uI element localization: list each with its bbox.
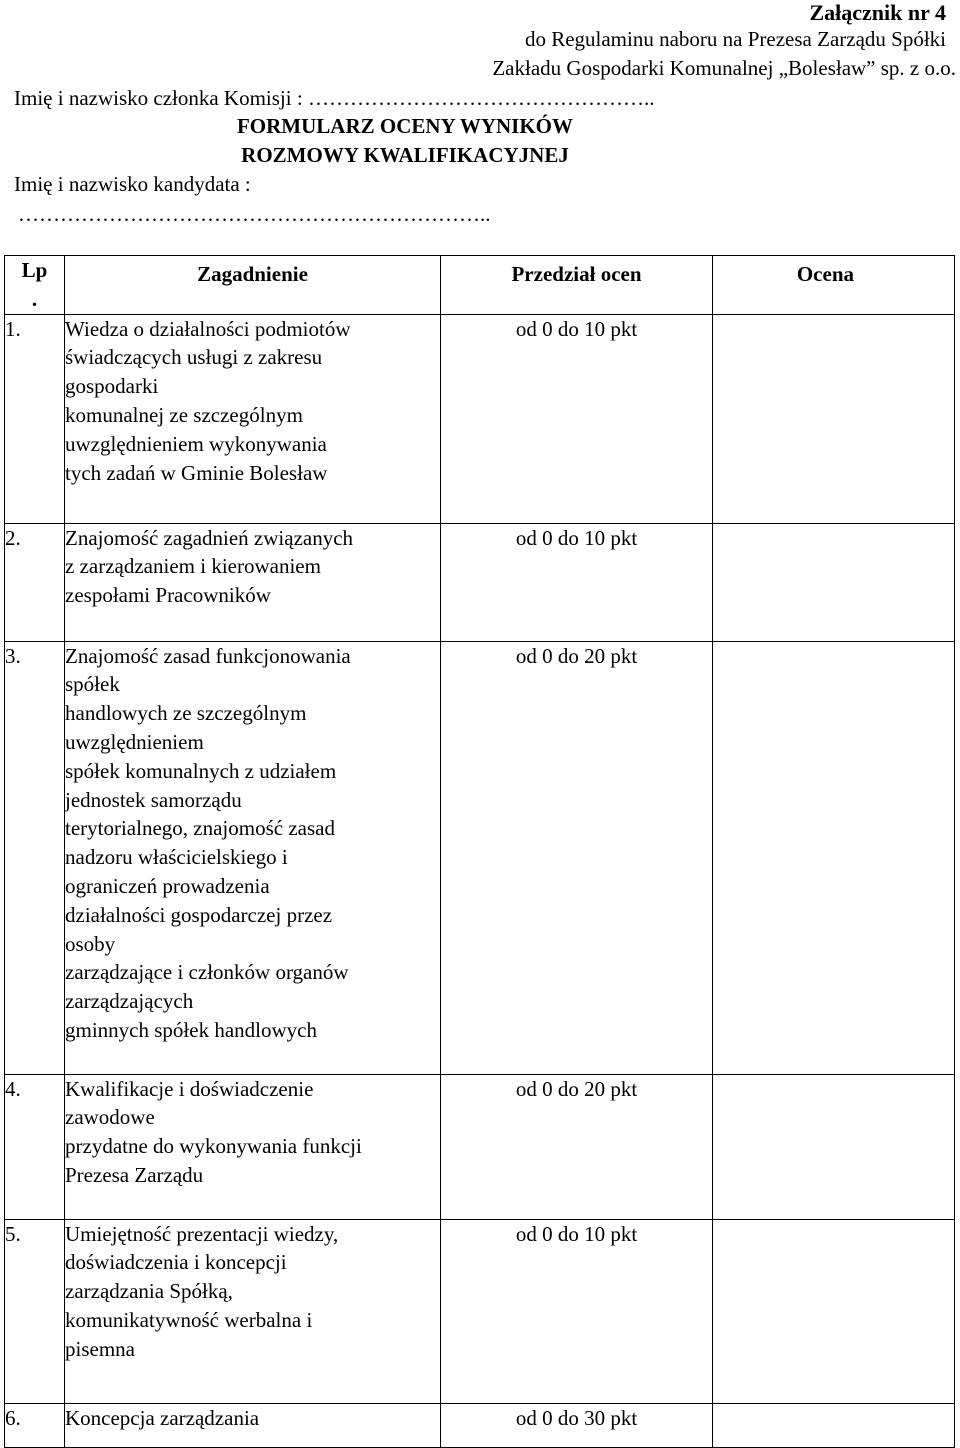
topic-line: spółek komunalnych z udziałem xyxy=(65,758,337,783)
topic-line: Wiedza o działalności podmiotów xyxy=(65,316,351,341)
topic-line: zarządzające i członków organów xyxy=(65,960,349,985)
header-topic: Zagadnienie xyxy=(65,256,441,315)
row-score-cell[interactable] xyxy=(713,1403,955,1447)
topic-line: pisemna xyxy=(65,1336,135,1361)
table-row xyxy=(5,641,955,1074)
topic-line: Znajomość zasad funkcjonowania xyxy=(65,643,351,668)
attachment-line-2: Zakładu Gospodarki Komunalnej „Bolesław” sp. z o.o. xyxy=(492,56,956,80)
table-header-row xyxy=(5,256,955,315)
topic-line: uwzględnieniem xyxy=(65,729,204,754)
table-row xyxy=(5,1403,955,1447)
topic-line: terytorialnego, znajomość zasad xyxy=(65,816,335,841)
row-number: 6. xyxy=(5,1403,65,1447)
topic-line: jednostek samorządu xyxy=(65,787,242,812)
attachment-title: Załącznik nr 4 xyxy=(809,0,946,25)
topic-line: działalności gospodarczej przez xyxy=(65,902,333,927)
committee-member-field: Imię i nazwisko członka Komisji : ………………………………………….. xyxy=(14,86,655,110)
row-topic xyxy=(65,523,441,641)
topic-line: zespołami Pracowników xyxy=(65,583,271,608)
topic-line: osoby xyxy=(65,931,116,956)
row-number: 4. xyxy=(5,1074,65,1219)
row-score-range: od 0 do 10 pkt xyxy=(441,1219,713,1403)
form-title-line-2: ROZMOWY KWALIFIKACYJNEJ xyxy=(241,143,569,167)
row-number: 5. xyxy=(5,1219,65,1403)
row-score-range: od 0 do 30 pkt xyxy=(441,1403,713,1447)
topic-line: uwzględnieniem wykonywania xyxy=(65,431,327,456)
row-number: 2. xyxy=(5,523,65,641)
topic-line: komunikatywność werbalna i xyxy=(65,1307,313,1332)
topic-line: przydatne do wykonywania funkcji xyxy=(65,1134,362,1159)
topic-line: spółek xyxy=(65,672,120,697)
topic-line: Umiejętność prezentacji wiedzy, xyxy=(65,1221,339,1246)
row-topic xyxy=(65,1403,441,1447)
topic-line: nadzoru właścicielskiego i xyxy=(65,845,288,870)
row-score-range: od 0 do 10 pkt xyxy=(441,523,713,641)
topic-line: z zarządzaniem i kierowaniem xyxy=(65,554,321,579)
row-score-cell[interactable] xyxy=(713,1219,955,1403)
header-range: Przedział ocen xyxy=(441,256,713,315)
row-topic xyxy=(65,641,441,1074)
header-lp-text: Lp xyxy=(21,258,48,282)
topic-line: gminnych spółek handlowych xyxy=(65,1017,317,1042)
topic-line: zarządzających xyxy=(65,989,194,1014)
topic-line: Koncepcja zarządzania xyxy=(65,1405,260,1430)
header-lp xyxy=(5,256,65,315)
form-title-line-1: FORMULARZ OCENY WYNIKÓW xyxy=(236,114,573,138)
row-topic xyxy=(65,1219,441,1403)
row-score-range: od 0 do 20 pkt xyxy=(441,641,713,1074)
topic-line: świadczących usługi z zakresu xyxy=(65,345,323,370)
row-score-range: od 0 do 10 pkt xyxy=(441,314,713,523)
candidate-name-dots: ………………………………………………………….. xyxy=(18,202,491,226)
row-score-range: od 0 do 20 pkt xyxy=(441,1074,713,1219)
row-number: 3. xyxy=(5,641,65,1074)
topic-line: tych zadań w Gminie Bolesław xyxy=(65,460,328,485)
table-row xyxy=(5,523,955,641)
topic-line: gospodarki xyxy=(65,374,159,399)
table-row xyxy=(5,1219,955,1403)
header-score: Ocena xyxy=(713,256,955,315)
topic-line: zawodowe xyxy=(65,1105,155,1130)
topic-line: Znajomość zagadnień związanych xyxy=(65,525,354,550)
table-row xyxy=(5,1074,955,1219)
topic-line: Prezesa Zarządu xyxy=(65,1162,204,1187)
table-row xyxy=(5,314,955,523)
candidate-label: Imię i nazwisko kandydata : xyxy=(14,172,251,196)
row-score-cell[interactable] xyxy=(713,314,955,523)
evaluation-table xyxy=(4,255,955,1448)
topic-line: zarządzania Spółką, xyxy=(65,1279,233,1304)
row-topic xyxy=(65,1074,441,1219)
topic-line: ograniczeń prowadzenia xyxy=(65,873,270,898)
row-score-cell[interactable] xyxy=(713,523,955,641)
row-score-cell[interactable] xyxy=(713,641,955,1074)
topic-line: doświadczenia i koncepcji xyxy=(65,1250,287,1275)
row-number: 1. xyxy=(5,314,65,523)
topic-line: handlowych ze szczególnym xyxy=(65,701,307,726)
topic-line: komunalnej ze szczególnym xyxy=(65,402,303,427)
attachment-line-1: do Regulaminu naboru na Prezesa Zarządu Spółki xyxy=(524,27,946,51)
header-lp-dot: . xyxy=(31,286,38,311)
row-score-cell[interactable] xyxy=(713,1074,955,1219)
row-topic xyxy=(65,314,441,523)
topic-line: Kwalifikacje i doświadczenie xyxy=(65,1076,314,1101)
